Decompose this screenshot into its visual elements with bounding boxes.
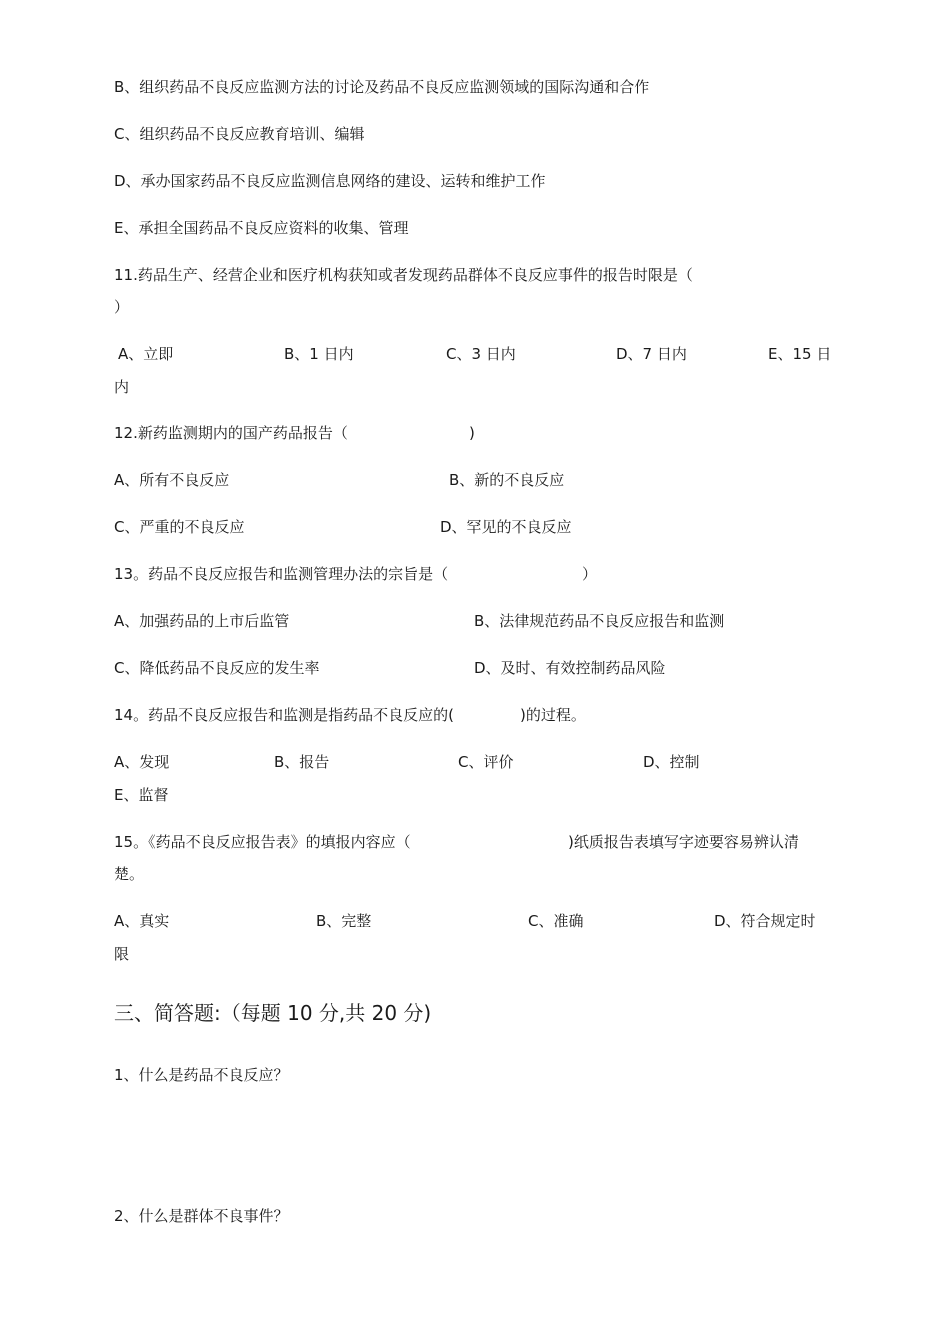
q15-option-a: A、真实 (114, 912, 170, 930)
q15-option-d: D、符合规定时 (714, 912, 816, 930)
q10-option-e: E、承担全国药品不良反应资料的收集、管理 (114, 219, 409, 237)
q14-stem-tail: )的过程。 (520, 706, 586, 724)
q10-option-d: D、承办国家药品不良反应监测信息网络的建设、运转和维护工作 (114, 172, 546, 190)
q11-option-e: E、15 日 (768, 345, 832, 363)
q11-option-a: A、立即 (118, 345, 174, 363)
q12-option-c: C、严重的不良反应 (114, 518, 245, 536)
q11-option-c: C、3 日内 (446, 345, 516, 363)
short-answer-q2: 2、什么是群体不良事件？ (114, 1207, 289, 1225)
q13-option-a: A、加强药品的上市后监管 (114, 612, 290, 630)
short-answer-q1: 1、什么是药品不良反应？ (114, 1066, 289, 1084)
q14-option-c: C、评价 (458, 753, 514, 771)
q13-option-c: C、降低药品不良反应的发生率 (114, 659, 320, 677)
q15-option-c: C、准确 (528, 912, 584, 930)
q14-option-a: A、发现 (114, 753, 170, 771)
q10-option-c: C、组织药品不良反应教育培训、编辑 (114, 125, 365, 143)
q12-option-d: D、罕见的不良反应 (440, 518, 572, 536)
q12-option-b: B、新的不良反应 (449, 471, 565, 489)
q10-option-b: B、组织药品不良反应监测方法的讨论及药品不良反应监测领域的国际沟通和合作 (114, 78, 650, 96)
q11-stem-end: ） (114, 298, 130, 316)
q13-stem-close: ） (582, 565, 598, 583)
q15-stem-tail: )纸质报告表填写字迹要容易辨认清 (568, 833, 799, 851)
q15-stem: 15。《药品不良反应报告表》的填报内容应（ (114, 833, 411, 851)
q15-option-d-wrap: 限 (114, 945, 130, 963)
q11-stem: 11.药品生产、经营企业和医疗机构获知或者发现药品群体不良反应事件的报告时限是（ (114, 266, 693, 284)
q13-option-b: B、法律规范药品不良反应报告和监测 (474, 612, 725, 630)
q15-option-b: B、完整 (316, 912, 372, 930)
q12-stem: 12.新药监测期内的国产药品报告（ (114, 424, 348, 442)
q12-stem-close: ) (469, 424, 475, 442)
q14-option-e: E、监督 (114, 786, 169, 804)
q14-stem: 14。药品不良反应报告和监测是指药品不良反应的( (114, 706, 454, 724)
q14-option-d: D、控制 (643, 753, 700, 771)
q11-option-b: B、1 日内 (284, 345, 354, 363)
q11-option-e-wrap: 内 (114, 378, 130, 396)
q12-option-a: A、所有不良反应 (114, 471, 230, 489)
q13-option-d: D、及时、有效控制药品风险 (474, 659, 666, 677)
q11-option-d: D、7 日内 (616, 345, 687, 363)
q14-option-b: B、报告 (274, 753, 330, 771)
section-heading: 三、简答题:（每题 10 分,共 20 分) (114, 1001, 432, 1025)
q13-stem: 13。药品不良反应报告和监测管理办法的宗旨是（ (114, 565, 449, 583)
q15-stem-wrap: 楚。 (114, 865, 145, 883)
